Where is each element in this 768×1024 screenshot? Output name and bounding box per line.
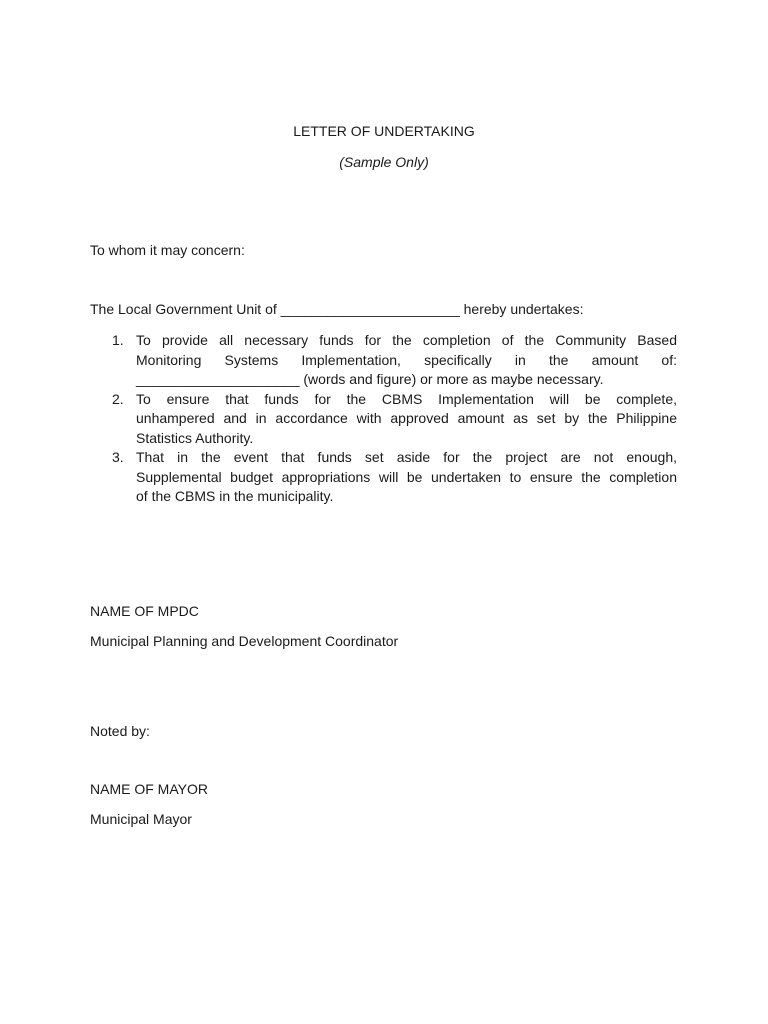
list-item xyxy=(90,448,677,507)
letter-title: LETTER OF UNDERTAKING xyxy=(293,123,475,139)
signatory-name: NAME OF MPDC xyxy=(90,603,199,619)
noter-position: Municipal Mayor xyxy=(90,811,192,827)
list-item xyxy=(90,390,677,449)
noter-name: NAME OF MAYOR xyxy=(90,781,208,797)
undertakings-list xyxy=(90,331,677,507)
list-item-line: unhampered and in accordance with approved amount as set by the Philippine xyxy=(136,410,677,426)
list-item-line: Monitoring Systems Implementation, specifically in the amount of: xyxy=(136,351,677,368)
list-item xyxy=(90,331,677,390)
list-item-number: 1. xyxy=(112,332,124,348)
list-item-line: of the CBMS in the municipality. xyxy=(136,488,334,504)
list-item-line: Statistics Authority. xyxy=(136,429,254,446)
letter-subtitle: (Sample Only) xyxy=(339,154,429,170)
noted-by-label: Noted by: xyxy=(90,723,150,739)
list-item-line: That in the event that funds set aside for the project are not enough, xyxy=(136,449,677,465)
list-item-number: 3. xyxy=(112,449,124,465)
signatory-position: Municipal Planning and Development Coordinator xyxy=(90,633,399,649)
list-item-number: 2. xyxy=(112,390,124,407)
salutation: To whom it may concern: xyxy=(90,242,245,258)
list-item-line: _____________________ (words and figure) or more as maybe necessary. xyxy=(136,371,604,387)
list-item-line: To ensure that funds for the CBMS Implementation will be complete, xyxy=(136,390,677,407)
list-item-line: Supplemental budget appropriations will be undertaken to ensure the completion xyxy=(136,468,677,485)
intro-paragraph: The Local Government Unit of _______________________ hereby undertakes: xyxy=(90,301,584,317)
list-item-line: To provide all necessary funds for the completion of the Community Based xyxy=(136,332,677,348)
